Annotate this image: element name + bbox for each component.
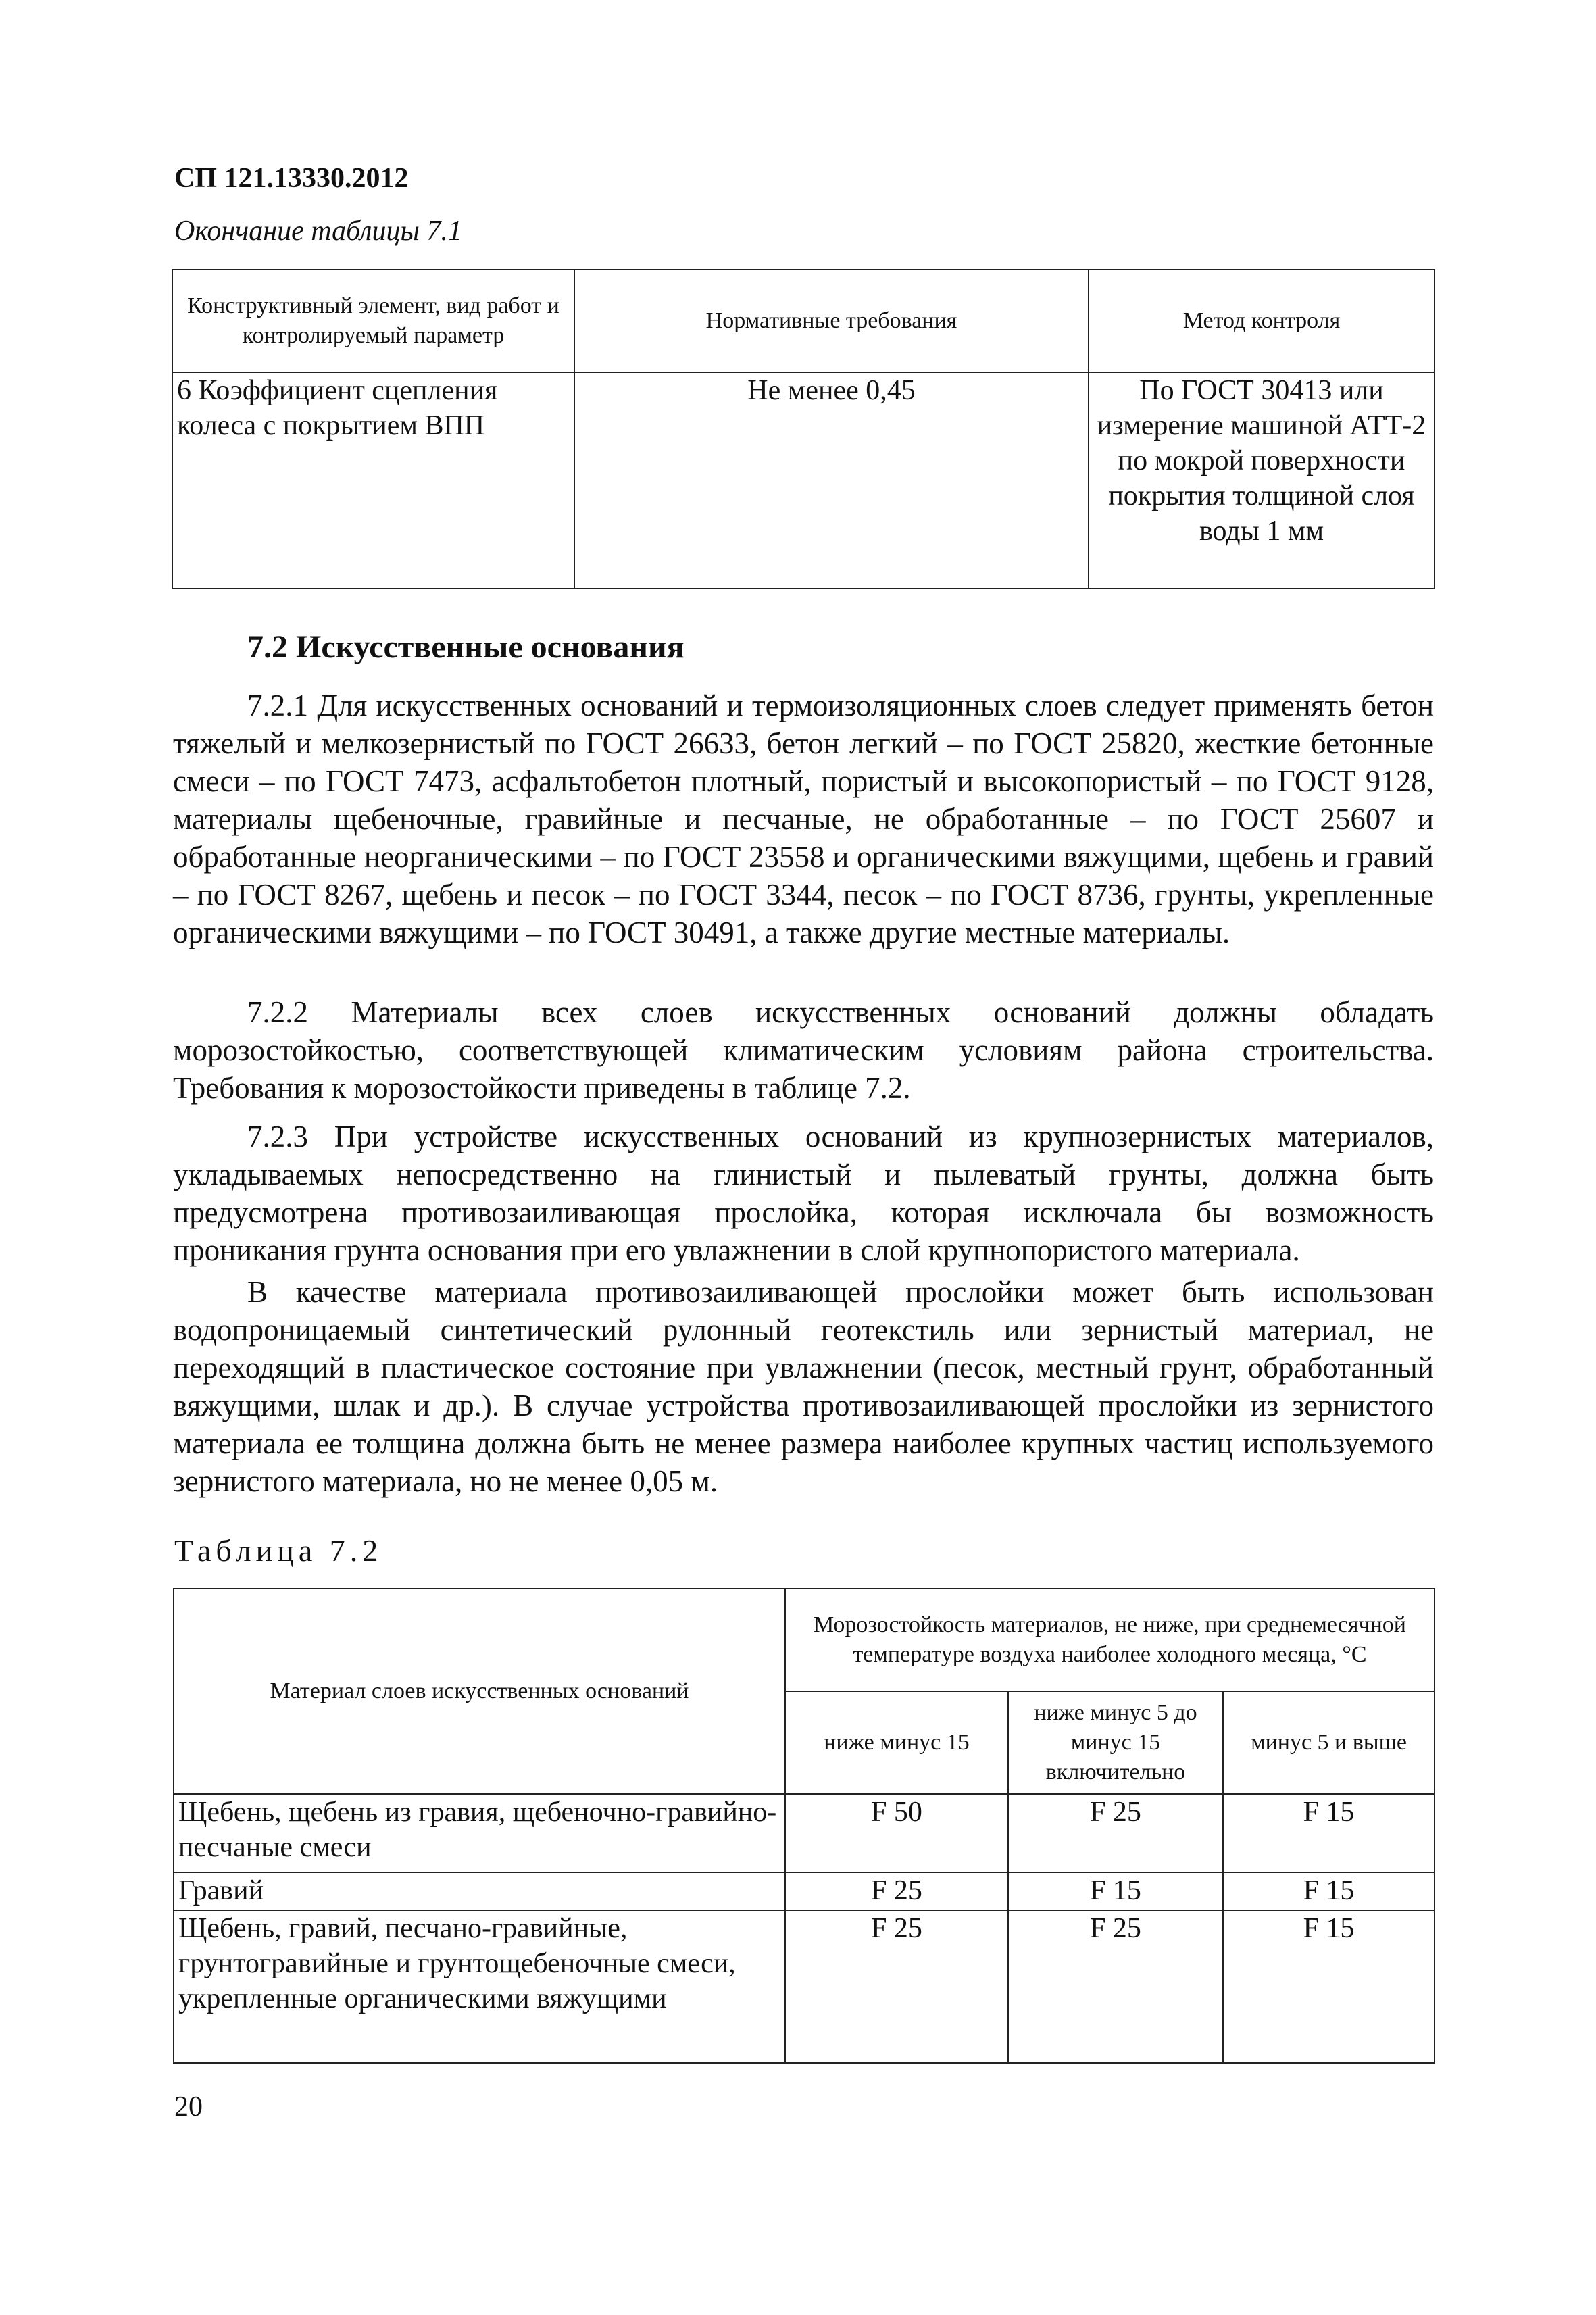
table-7-1-end — [172, 269, 1435, 589]
column-header: Конструктивный элемент, вид работ и контролируемый параметр — [172, 270, 574, 372]
column-subheader: ниже минус 5 до минус 15 включительно — [1008, 1691, 1223, 1794]
column-subheader: ниже минус 15 — [785, 1691, 1008, 1794]
page-number: 20 — [174, 2091, 203, 2122]
table-cell: Не менее 0,45 — [574, 372, 1089, 589]
table-cell: F 15 — [1008, 1872, 1223, 1910]
table-cell: Гравий — [174, 1872, 785, 1910]
table-row — [172, 372, 1435, 589]
table-cell: F 15 — [1223, 1910, 1435, 2063]
table-cell: F 25 — [785, 1872, 1008, 1910]
table-cell: По ГОСТ 30413 или измерение машиной АТТ-2 по мокрой поверхности покрытия толщиной слоя воды 1 мм — [1089, 372, 1435, 589]
table-row — [174, 1794, 1435, 1872]
column-header: Нормативные требования — [574, 270, 1089, 372]
table-7-2-caption: Таблица 7.2 — [174, 1533, 383, 1568]
table-7-2 — [173, 1588, 1435, 2064]
table-cell: F 25 — [1008, 1910, 1223, 2063]
table-cell: Щебень, щебень из гравия, щебеночно-гравийно-песчаные смеси — [174, 1794, 785, 1872]
paragraph-7-2-1: 7.2.1 Для искусственных оснований и термоизоляционных слоев следует применять бетон тяжелый и мелкозернистый по ГОСТ 26633, бетон легкий – по ГОСТ 25820, жесткие бетонные смеси – по ГОСТ 7473, асфальтобетон плотный, пористый и высокопористый – по ГОСТ 9128, материалы щебеночные, гравийные и песчаные, не обработанные – по ГОСТ 25607 и обработанные неорганическими – по ГОСТ 23558 и органическими вяжущими, щебень и гравий – по ГОСТ 8267, щебень и песок – по ГОСТ 3344, песок – по ГОСТ 8736, грунты, укрепленные органическими вяжущими – по ГОСТ 30491, а также другие местные материалы. — [173, 689, 1434, 949]
table-cell: F 50 — [785, 1794, 1008, 1872]
table-cell: 6 Коэффициент сцепления колеса с покрытием ВПП — [172, 372, 574, 589]
table-cell: F 15 — [1223, 1872, 1435, 1910]
table-cell: F 15 — [1223, 1794, 1435, 1872]
paragraph-7-2-3: 7.2.3 При устройстве искусственных оснований из крупнозернистых материалов, укладываемых непосредственно на глинистый и пылеватый грунты, должна быть предусмотрена противозаиливающая прослойка, которая исключала бы возможность проникания грунта основания при его увлажнении в слой крупнопористого материала. — [173, 1120, 1434, 1267]
table-header-row — [174, 1589, 1435, 1691]
table-continuation-caption: Окончание таблицы 7.1 — [174, 216, 462, 247]
paragraph-7-2-2: 7.2.2 Материалы всех слоев искусственных оснований должны обладать морозостойкостью, соответствующей климатическим условиям района строительства. Требования к морозостойкости приведены в таблице 7.2. — [173, 995, 1434, 1105]
document-code: СП 121.13330.2012 — [174, 163, 409, 194]
table-row — [174, 1872, 1435, 1910]
table-cell: F 25 — [785, 1910, 1008, 2063]
column-header: Метод контроля — [1089, 270, 1435, 372]
table-cell: Щебень, гравий, песчано-гравийные, грунтогравийные и грунтощебеночные смеси, укрепленные органическими вяжущими — [174, 1910, 785, 2063]
section-heading: 7.2 Искусственные основания — [247, 629, 684, 665]
column-subheader: минус 5 и выше — [1223, 1691, 1435, 1794]
table-cell: F 25 — [1008, 1794, 1223, 1872]
table-header-row — [172, 270, 1435, 372]
column-header: Материал слоев искусственных оснований — [174, 1589, 785, 1794]
column-group-header: Морозостойкость материалов, не ниже, при среднемесячной температуре воздуха наиболее холодного месяца, °С — [785, 1589, 1435, 1691]
paragraph-interlayer: В качестве материала противозаиливающей прослойки может быть использован водопроницаемый синтетический рулонный геотекстиль или зернистый материал, не переходящий в пластическое состояние при увлажнении (песок, местный грунт, обработанный вяжущими, шлак и др.). В случае устройства противозаиливающей прослойки из зернистого материала ее толщина должна быть не менее размера наиболее крупных частиц используемого зернистого материала, но не менее 0,05 м. — [173, 1275, 1434, 1498]
table-row — [174, 1910, 1435, 2063]
